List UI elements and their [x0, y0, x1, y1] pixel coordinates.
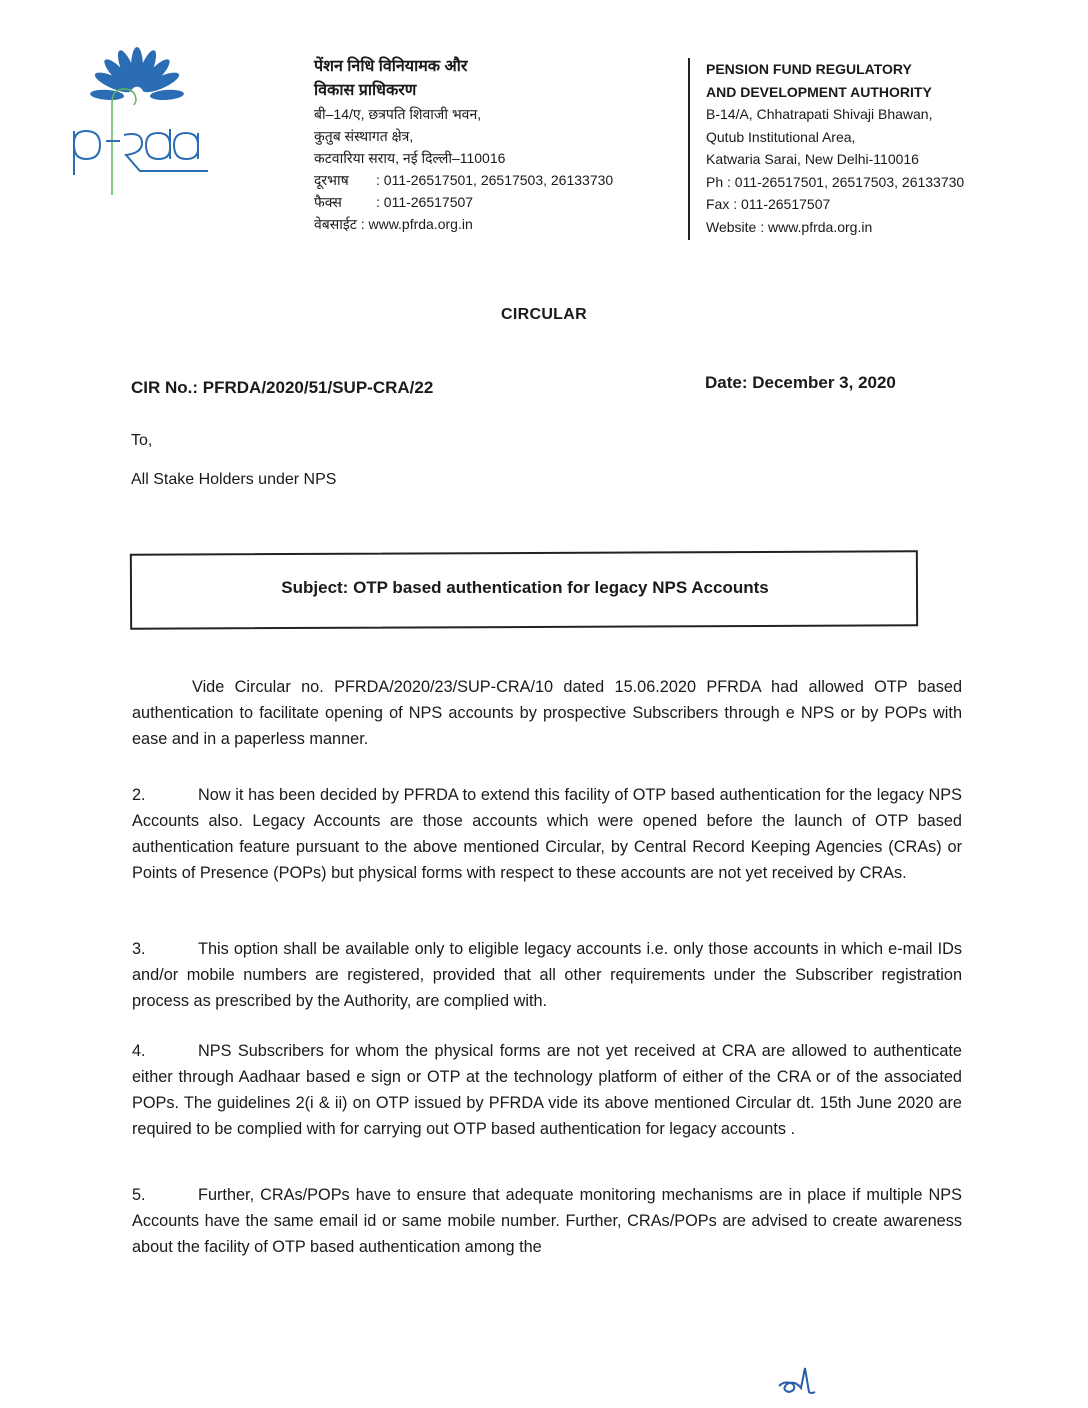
address-hindi-line1: बी–14/ए, छत्रपति शिवाजी भवन,: [314, 106, 482, 122]
address-line3: Katwaria Sarai, New Delhi-110016: [706, 151, 919, 167]
pfrda-logo-icon: [62, 45, 212, 205]
fax-hindi: [314, 191, 684, 213]
address-hindi-line2: कुतुब संस्थागत क्षेत्र,: [314, 128, 414, 144]
org-name-line2: AND DEVELOPMENT AUTHORITY: [706, 83, 932, 100]
fax: Fax : 011-26517507: [706, 196, 831, 212]
org-name-hindi-line1: पेंशन निधि विनियामक और: [314, 58, 468, 75]
paragraph-number: 2.: [132, 786, 146, 804]
letterhead-english: [706, 58, 1026, 238]
website-label-hindi: वेबसाईट: [314, 216, 357, 232]
paragraph-text: Now it has been decided by PFRDA to extend this facility of OTP based authentication for the legacy NPS Accounts also. Legacy Accounts are those accounts which were opened before the launch of OTP based authentication feature pursuant to the above mentioned Circular, by Central Record Keeping Agencies (CRAs) or Points of Presence (POPs) but physical forms with respect to these accounts are not yet received by CRAs.: [132, 786, 962, 882]
paragraph-text: NPS Subscribers for whom the physical forms are not yet received at CRA are allowed to authenticate either through Aadhaar based e sign or OTP at the technology platform of either of the CRA or of the associated POPs. The guidelines 2(i & ii) on OTP issued by PFRDA vide its above mentioned Circular dt. 15th June 2020 are required to be complied with for carrying out OTP based authentication for legacy accounts .: [132, 1042, 962, 1138]
website: Website : www.pfrda.org.in: [706, 218, 873, 235]
phone-value-hindi: : 011-26517501, 26517503, 26133730: [376, 172, 614, 188]
circular-number: CIR No.: PFRDA/2020/51/SUP-CRA/22: [131, 378, 434, 397]
address-hindi-line3: कटवारिया सराय, नई दिल्ली–110016: [314, 150, 506, 166]
letterhead-hindi: [314, 55, 684, 235]
paragraph-5: [132, 1182, 962, 1260]
salutation-to: To,: [131, 432, 153, 449]
website-hindi: [314, 213, 684, 235]
address-line2: Qutub Institutional Area,: [706, 128, 856, 145]
document-heading: CIRCULAR: [501, 306, 587, 323]
org-name-line1: PENSION FUND REGULATORY: [706, 61, 912, 77]
fax-value-hindi: : 011-26517507: [376, 194, 474, 210]
paragraph-number: 4.: [132, 1042, 146, 1060]
paragraph-text: Further, CRAs/POPs have to ensure that adequate monitoring mechanisms are in place if multiple NPS Accounts have the same email id or same mobile number. Further, CRAs/POPs are advised to create awareness about the facility of OTP based authentication among the: [132, 1186, 962, 1256]
paragraph-number: 5.: [132, 1186, 146, 1204]
subject-line: Subject: OTP based authentication for legacy NPS Accounts: [281, 578, 769, 597]
paragraph-4: [132, 1038, 962, 1142]
paragraph-number: 3.: [132, 940, 146, 958]
paragraph-text: This option shall be available only to eligible legacy accounts i.e. only those accounts in which e-mail IDs and/or mobile numbers are registered, provided that all other requirements under the Subscriber registration process as prescribed by the Authority, are complied with.: [132, 940, 962, 1010]
address-line1: B-14/A, Chhatrapati Shivaji Bhawan,: [706, 106, 933, 122]
circular-date: Date: December 3, 2020: [705, 373, 896, 392]
header-divider: [688, 58, 690, 240]
phone-hindi: [314, 169, 684, 191]
website-value-hindi: : www.pfrda.org.in: [360, 216, 473, 232]
paragraph-2: [132, 782, 962, 886]
handwritten-initials-icon: [775, 1360, 835, 1400]
fax-label-hindi: फैक्स: [314, 194, 342, 210]
addressee: All Stake Holders under NPS: [131, 471, 337, 488]
phone: Ph : 011-26517501, 26517503, 26133730: [706, 173, 965, 190]
paragraph-3: [132, 936, 962, 1014]
org-name-hindi-line2: विकास प्राधिकरण: [314, 82, 417, 99]
paragraph-text: Vide Circular no. PFRDA/2020/23/SUP-CRA/10 dated 15.06.2020 PFRDA had allowed OTP based authentication to facilitate opening of NPS accounts by prospective Subscribers through e NPS or by POPs with ease and in a paperless manner.: [132, 678, 962, 748]
paragraph-1: [132, 674, 962, 752]
phone-label-hindi: दूरभाष: [314, 172, 349, 188]
